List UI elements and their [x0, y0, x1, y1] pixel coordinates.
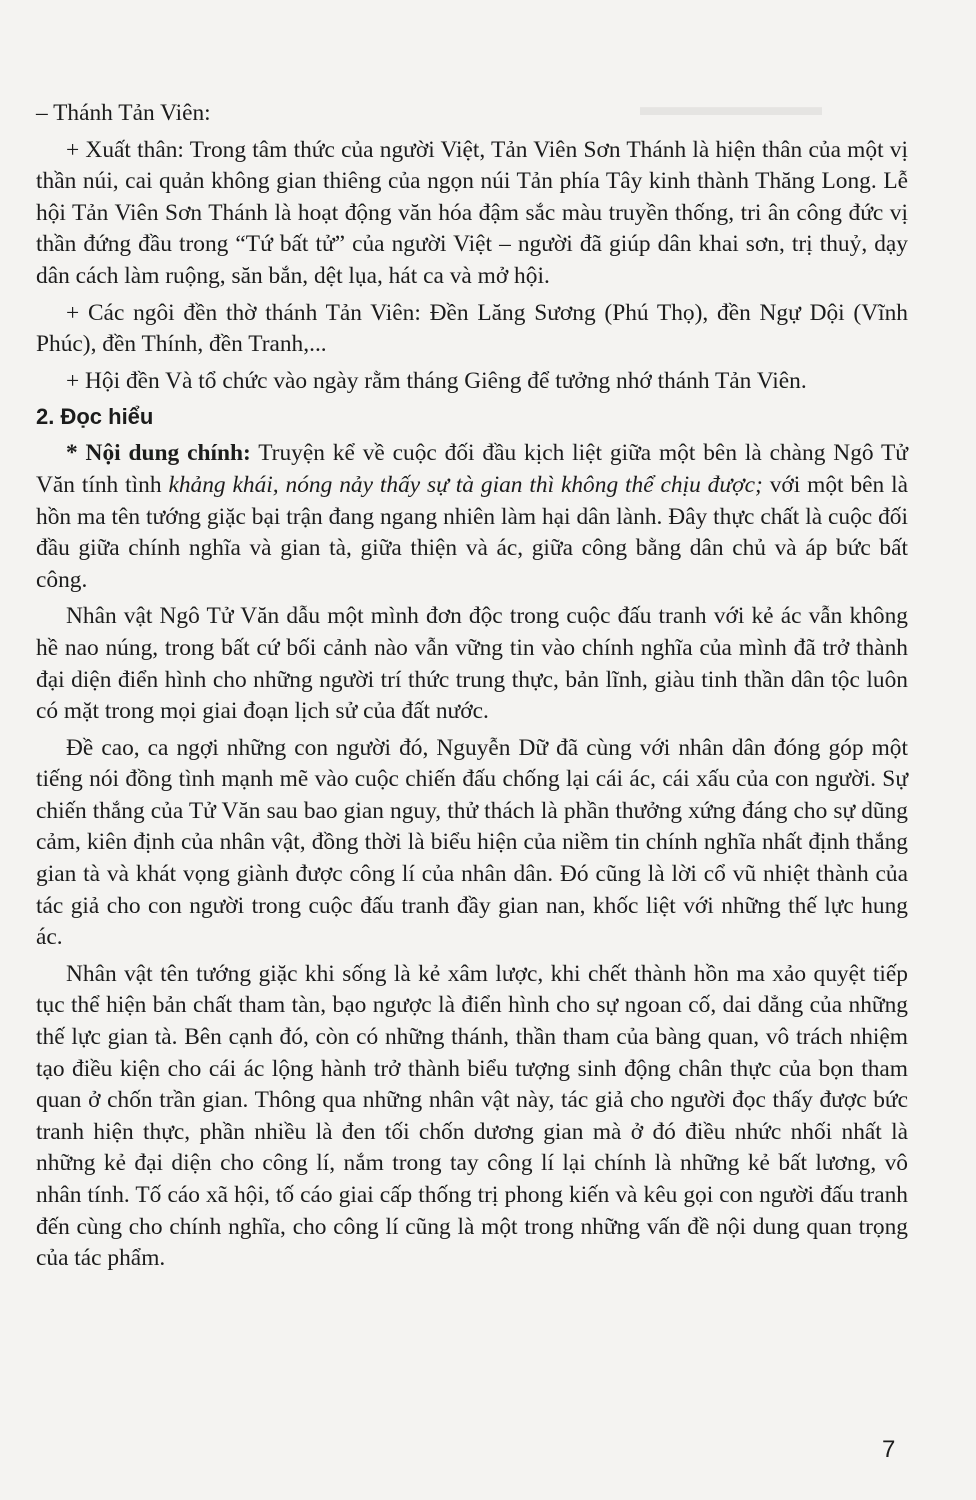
bleed-through-shadow: ▬▬▬▬▬▬▬: [640, 92, 822, 121]
intro-line: – Thánh Tản Viên:: [36, 100, 211, 126]
main-content-italic: khảng khái, nóng nảy thấy sự tà gian thì không thể chịu được;: [168, 471, 763, 498]
list-item: + Hội đền Và tổ chức vào ngày rằm tháng Giêng để tưởng nhớ thánh Tản Viên.: [66, 367, 807, 394]
body-paragraph: Nhân vật tên tướng giặc khi sống là kẻ xâm lược, khi chết thành hồn ma xảo quyệt tiếp tục thể hiện bản chất tham tàn, bạo ngược là điển hình cho sự ngoan cố, dai dẳng của những thế lực gian tà. Bên cạnh đó, còn có những thánh, thần tham của bàng quan, vô trách nhiệm tạo điều kiện cho cái ác lộng hành trở thành biểu tượng sinh động chân thực của bọn tham quan ở chốn trần gian. Thông qua những nhân vật này, tác giả cho người đọc thấy được bức tranh hiện thực, phần nhiều là đen tối chốn dương gian mà ở đó điều nhức nhối nhất là những kẻ đại diện cho công lí, nắm trong tay công lí lại chính là những kẻ bất lương, vô nhân tính. Tố cáo xã hội, tố cáo giai cấp thống trị phong kiến và kêu gọi con người đấu tranh đến cùng cho chính nghĩa, cho công lí cũng là một trong những vấn đề nội dung quan trọng của tác phẩm.: [36, 960, 908, 1272]
main-content-text-a: Truyện kể về cuộc đối đầu kịch liệt giữa một bên là chàng Ngô Tử Văn tính tình: [36, 440, 908, 498]
page-body: [36, 98, 908, 1280]
list-item: + Các ngôi đền thờ thánh Tản Viên: Đền Lăng Sương (Phú Thọ), đền Ngự Dội (Vĩnh Phúc), đền Thính, đền Tranh,...: [36, 299, 908, 358]
main-content-text-b: với một bên là hồn ma tên tướng giặc bại trận đang ngang nhiên làm hại dân lành. Đây thực chất là cuộc đối đầu giữa chính nghĩa và gian tà, giữa thiện và ác, giữa công bằng dân chủ và áp bức bất công.: [36, 471, 908, 593]
body-paragraph: Nhân vật Ngô Tử Văn dẫu một mình đơn độc trong cuộc đấu tranh với kẻ ác vẫn không hề nao núng, trong bất cứ bối cảnh nào vẫn vững tin vào chính nghĩa của mình đã trở thành đại diện điển hình cho những người trí thức trung thực, bản lĩnh, giàu tinh thần dân tộc luôn có mặt trong mọi giai đoạn lịch sử của đất nước.: [36, 603, 908, 725]
list-item: + Xuất thân: Trong tâm thức của người Việt, Tản Viên Sơn Thánh là hiện thân của một vị thần núi, cai quản không gian thiêng của ngọn núi Tản phía Tây kinh thành Thăng Long. Lễ hội Tản Viên Sơn Thánh là hoạt động văn hóa đậm sắc màu truyền thống, tri ân công đức vị thần đứng đầu trong “Tứ bất tử” của người Việt – người đã giúp dân khai sơn, trị thuỷ, dạy dân cách làm ruộng, săn bắn, dệt lụa, hát ca và mở hội.: [36, 136, 908, 289]
main-content-label: * Nội dung chính:: [66, 440, 251, 467]
page-number: 7: [882, 1436, 896, 1463]
main-content-paragraph: [36, 438, 908, 596]
body-paragraph: Đề cao, ca ngợi những con người đó, Nguyễn Dữ đã cùng với nhân dân đóng góp một tiếng nói đồng tình mạnh mẽ vào cuộc chiến đấu chống lại cái ác, cái xấu của con người. Sự chiến thắng của Tử Văn sau bao gian nguy, thử thách là phần thưởng xứng đáng cho sự dũng cảm, kiên định của nhân vật, đồng thời là biểu hiện của niềm tin chính nghĩa nhất định thắng gian tà và khát vọng giành được công lí của nhân dân. Đó cũng là lời cổ vũ nhiệt thành của tác giả cho con người trong cuộc đấu tranh đầy gian nan, khốc liệt với những thế lực hung ác.: [36, 734, 908, 951]
section-heading: 2. Đọc hiểu: [36, 404, 154, 430]
